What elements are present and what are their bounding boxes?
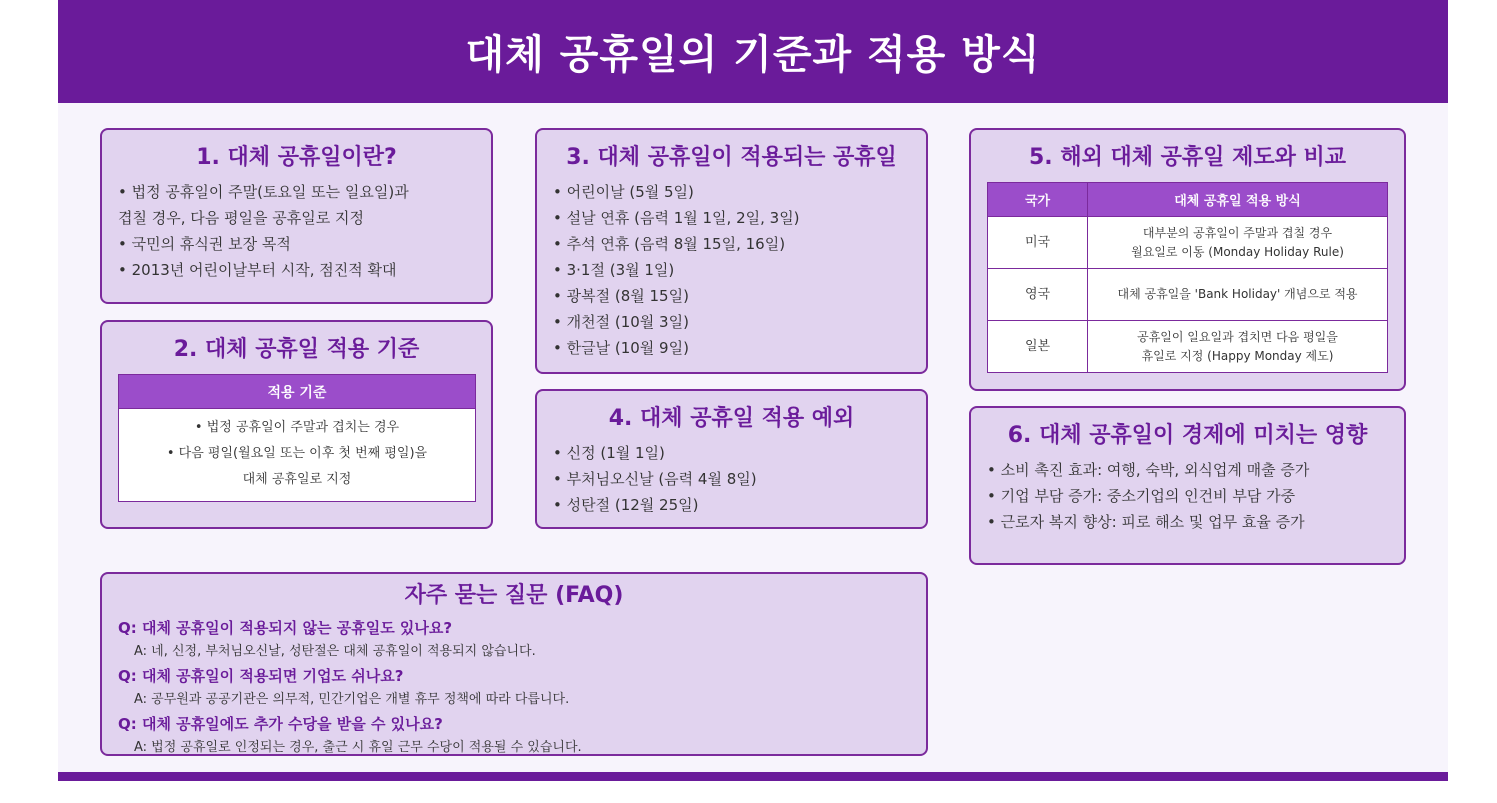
section-heading: 2. 대체 공휴일 적용 기준 — [173, 337, 420, 362]
table-row — [988, 269, 1388, 321]
list-item: • 기업 부담 증가: 중소기업의 인건비 부담 가중 — [987, 487, 1296, 505]
list-item: • 추석 연휴 (음력 8월 15일, 16일) — [553, 235, 786, 253]
section-heading: 1. 대체 공휴일이란? — [196, 145, 397, 170]
section-applicable-holidays — [535, 128, 928, 374]
section-faq — [100, 572, 928, 756]
list-item: • 근로자 복지 향상: 피로 해소 및 업무 효율 증가 — [987, 513, 1305, 531]
infographic-page — [58, 0, 1448, 781]
list-item: • 2013년 어린이날부터 시작, 점진적 확대 — [118, 261, 397, 279]
method-line: 대체 공휴일을 'Bank Holiday' 개념으로 적용 — [1117, 287, 1358, 301]
faq-answer: A: 법정 공휴일로 인정되는 경우, 출근 시 휴일 근무 수당이 적용될 수 있습니다. — [134, 740, 582, 755]
list-item: • 국민의 휴식권 보장 목적 — [118, 235, 291, 253]
table-cell — [119, 409, 476, 502]
section-economic-impact — [969, 406, 1406, 565]
method-cell — [1088, 269, 1388, 321]
table-header: 적용 기준 — [119, 375, 476, 409]
faq-answer: A: 네, 신정, 부처님오신날, 성탄절은 대체 공휴일이 적용되지 않습니다. — [134, 644, 536, 659]
list-item: • 소비 촉진 효과: 여행, 숙박, 외식업계 매출 증가 — [987, 461, 1310, 479]
table-row — [988, 217, 1388, 269]
list-item: 겹칠 경우, 다음 평일을 공휴일로 지정 — [118, 209, 364, 227]
info-list — [102, 179, 491, 283]
list-item: • 개천절 (10월 3일) — [553, 313, 689, 331]
column-header-country: 국가 — [988, 183, 1088, 217]
list-item: • 어린이날 (5월 5일) — [553, 183, 694, 201]
method-cell — [1088, 321, 1388, 373]
method-line: 월요일로 이동 (Monday Holiday Rule) — [1131, 244, 1344, 259]
country-cell: 일본 — [988, 321, 1088, 373]
impact-list — [971, 457, 1404, 535]
list-item: • 설날 연휴 (음력 1월 1일, 2일, 3일) — [553, 209, 800, 227]
method-line: 휴일로 지정 (Happy Monday 제도) — [1141, 348, 1334, 363]
country-cell: 영국 — [988, 269, 1088, 321]
list-item: • 광복절 (8월 15일) — [553, 287, 689, 305]
faq-question: Q: 대체 공휴일이 적용되면 기업도 쉬나요? — [118, 667, 404, 685]
footer-bar — [58, 772, 1448, 781]
list-item: • 성탄절 (12월 25일) — [553, 496, 699, 514]
faq-answer: A: 공무원과 공공기관은 의무적, 민간기업은 개별 휴무 정책에 따라 다릅니다. — [134, 692, 570, 707]
list-item: • 법정 공휴일이 주말(토요일 또는 일요일)과 — [118, 183, 409, 201]
method-line: 공휴일이 일요일과 겹치면 다음 평일을 — [1137, 329, 1338, 344]
section-overseas-comparison — [969, 128, 1406, 391]
section-heading: 3. 대체 공휴일이 적용되는 공휴일 — [566, 145, 897, 170]
comparison-table — [987, 182, 1388, 373]
section-exceptions — [535, 389, 928, 529]
list-item: • 부처님오신날 (음력 4월 8일) — [553, 470, 757, 488]
page-title: 대체 공휴일의 기준과 적용 방식 — [465, 32, 1041, 78]
method-line: 대부분의 공휴일이 주말과 겹칠 경우 — [1142, 225, 1333, 240]
section-criteria — [100, 320, 493, 529]
section-what-is — [100, 128, 493, 304]
faq-question: Q: 대체 공휴일에도 추가 수당을 받을 수 있나요? — [118, 715, 443, 733]
criteria-line: 대체 공휴일로 지정 — [242, 472, 352, 487]
faq-list — [102, 615, 926, 759]
section-heading: 자주 묻는 질문 (FAQ) — [404, 583, 624, 608]
section-heading: 4. 대체 공휴일 적용 예외 — [608, 406, 855, 431]
country-cell: 미국 — [988, 217, 1088, 269]
column-header-method: 대체 공휴일 적용 방식 — [1088, 183, 1388, 217]
method-cell — [1088, 217, 1388, 269]
section-heading: 6. 대체 공휴일이 경제에 미치는 영향 — [1007, 423, 1368, 448]
header-banner — [58, 0, 1448, 103]
list-item: • 한글날 (10월 9일) — [553, 339, 689, 357]
list-item: • 3·1절 (3월 1일) — [553, 261, 675, 279]
table-row — [988, 321, 1388, 373]
criteria-line: • 법정 공휴일이 주말과 겹치는 경우 — [194, 420, 400, 435]
criteria-line: • 다음 평일(월요일 또는 이후 첫 번째 평일)을 — [166, 446, 428, 461]
section-heading: 5. 해외 대체 공휴일 제도와 비교 — [1029, 145, 1346, 170]
list-item: • 신정 (1월 1일) — [553, 444, 665, 462]
holiday-list — [537, 179, 926, 361]
faq-question: Q: 대체 공휴일이 적용되지 않는 공휴일도 있나요? — [118, 619, 453, 637]
criteria-table — [118, 374, 476, 502]
exception-list — [537, 440, 926, 518]
